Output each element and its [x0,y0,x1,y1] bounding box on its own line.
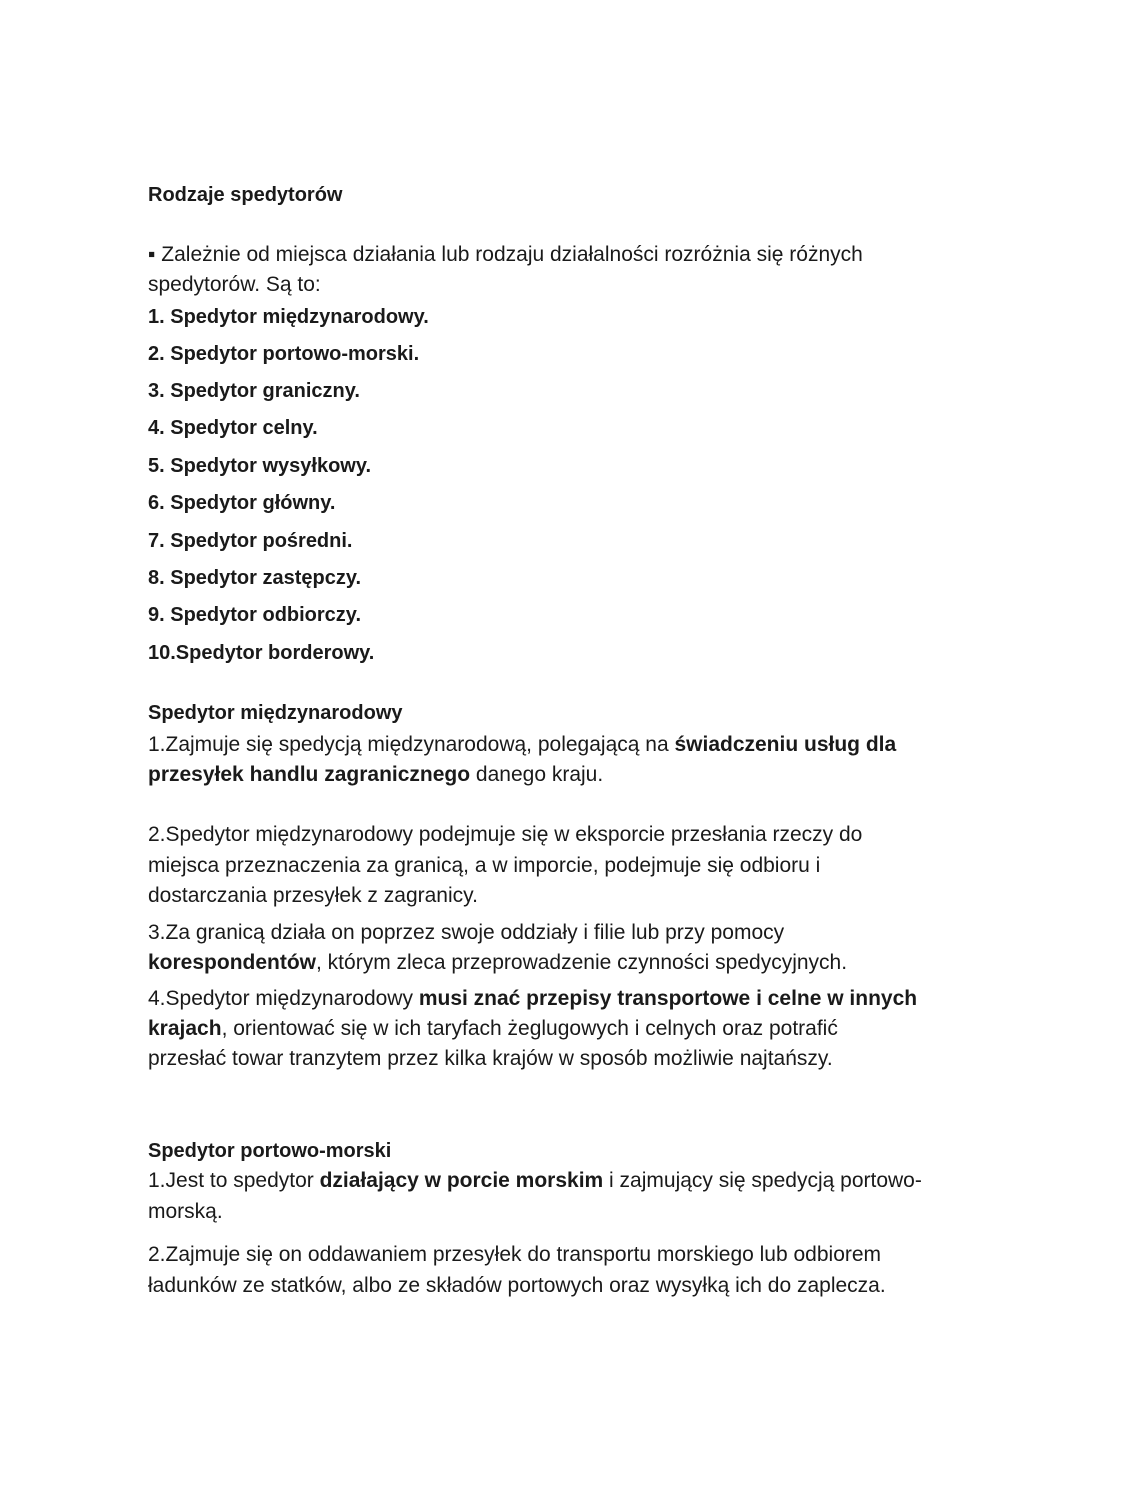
paragraph-line: krajach, orientować się w ich taryfach żeglugowych i celnych oraz potrafić [148,1017,838,1040]
intro-line-2: spedytorów. Są to: [148,273,321,296]
intro-line-1: ▪ Zależnie od miejsca działania lub rodzaju działalności rozróżnia się różnych [148,243,863,266]
list-item: 10.Spedytor borderowy. [148,642,375,664]
document-title: Rodzaje spedytorów [148,184,343,206]
list-item: 1. Spedytor międzynarodowy. [148,306,429,328]
paragraph-line: przesłać towar tranzytem przez kilka krajów w sposób możliwie najtańszy. [148,1047,833,1070]
list-item: 4. Spedytor celny. [148,417,318,439]
paragraph-line: 2.Zajmuje się on oddawaniem przesyłek do transportu morskiego lub odbiorem [148,1243,882,1266]
paragraph-line: miejsca przeznaczenia za granicą, a w imporcie, podejmuje się odbioru i [148,854,821,877]
paragraph-line: 2.Spedytor międzynarodowy podejmuje się w eksporcie przesłania rzeczy do [148,823,863,846]
paragraph-line: 1.Zajmuje się spedycją międzynarodową, polegającą na świadczeniu usług dla [148,733,897,756]
paragraph-line: korespondentów, którym zleca przeprowadzenie czynności spedycyjnych. [148,951,848,974]
paragraph-line: przesyłek handlu zagranicznego danego kraju. [148,763,604,786]
paragraph-line: dostarczania przesyłek z zagranicy. [148,884,478,907]
list-item: 8. Spedytor zastępczy. [148,567,362,589]
section-heading-international: Spedytor międzynarodowy [148,702,403,724]
paragraph-line: 1.Jest to spedytor działający w porcie morskim i zajmujący się spedycją portowo- [148,1169,922,1192]
list-item: 9. Spedytor odbiorczy. [148,604,361,626]
list-item: 2. Spedytor portowo-morski. [148,343,420,365]
paragraph-line: ładunków ze statków, albo ze składów portowych oraz wysyłką ich do zaplecza. [148,1274,886,1297]
paragraph-line: 4.Spedytor międzynarodowy musi znać przepisy transportowe i celne w innych [148,987,918,1010]
paragraph-line: morską. [148,1200,223,1223]
list-item: 6. Spedytor główny. [148,492,336,514]
paragraph-line: 3.Za granicą działa on poprzez swoje oddziały i filie lub przy pomocy [148,921,785,944]
list-item: 3. Spedytor graniczny. [148,380,360,402]
section-heading-port-maritime: Spedytor portowo-morski [148,1140,392,1162]
list-item: 7. Spedytor pośredni. [148,530,353,552]
list-item: 5. Spedytor wysyłkowy. [148,455,372,477]
